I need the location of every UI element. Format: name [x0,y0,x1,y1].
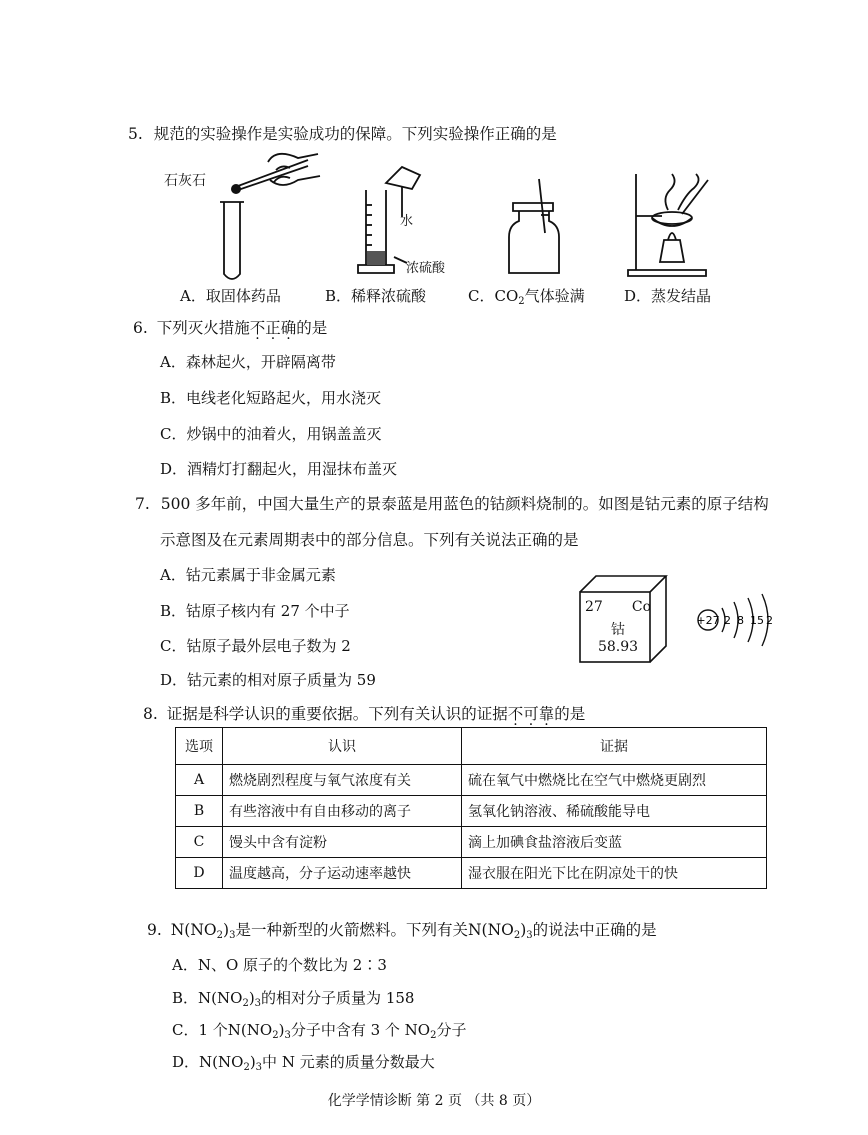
shell-4-electrons: 2 [766,614,773,627]
q6-stem: 6. 下列灭火措施不正确的是 [133,319,328,337]
q9-stem: 9. $N(NO_2)_3$是一种新型的火箭燃料。下列有关$N(NO_2)_3$的说法中正确的是 [147,921,657,941]
page-footer: 化学学情诊断 第 2 页 （共 8 页） [327,1093,541,1109]
q5-figure-d [622,170,722,280]
table-header-row [176,728,767,765]
q5-option-a: A．取固体药品 [180,287,281,305]
q6-option-b: B．电线老化短路起火，用水浇灭 [160,389,382,407]
water-label: 水 [400,214,414,229]
table-row: B 有些溶液中有自由移动的离子 氢氧化钠溶液、稀硫酸能导电 [176,796,767,827]
q5-number: 5. [128,125,143,143]
shell-3-electrons: 15 [750,614,764,627]
q6-option-a: A．森林起火，开辟隔离带 [160,353,336,371]
evaporating-dish-illustration [622,170,722,280]
q9-option-b: B．$N(NO_2)_3$的相对分子质量为 158 [172,989,415,1009]
conc-acid-label: 浓硫酸 [406,261,446,276]
q7-option-b: B．钴原子核内有 27 个中子 [160,602,350,620]
element-name: 钴 [611,622,625,638]
q7-option-a: A．钴元素属于非金属元素 [160,566,336,584]
table-row: A 燃烧剧烈程度与氧气浓度有关 硫在氧气中燃烧比在空气中燃烧更剧烈 [176,765,767,796]
q6-option-d: D．酒精灯打翻起火，用湿抹布盖灭 [160,460,398,478]
table-row: C 馒头中含有淀粉 滴上加碘食盐溶液后变蓝 [176,827,767,858]
q7-number: 7. [135,495,150,513]
limestone-label: 石灰石 [164,173,206,189]
q5-stem [128,122,557,144]
q9-option-d: D．$N(NO_2)_3$中 N 元素的质量分数最大 [172,1053,435,1073]
table-row: D 温度越高，分子运动速率越快 湿衣服在阳光下比在阴凉处干的快 [176,858,767,889]
q5-text: 规范的实验操作是实验成功的保障。下列实验操作正确的是 [153,125,557,143]
q8-number: 8. [143,705,158,723]
element-symbol: Co [631,599,651,615]
q5-figure-c [505,175,570,280]
nucleus-charge: +27 [696,614,720,627]
q7-option-c: C．钴原子最外层电子数为 2 [160,637,351,655]
gas-jar-match-illustration [505,175,570,280]
q5-figure-a [158,150,328,285]
element-card [585,599,651,615]
q7-option-d: D．钴元素的相对原子质量为 59 [160,671,376,689]
header-evidence: 证据 [462,728,767,765]
q8-stem: 8. 证据是科学认识的重要依据。下列有关认识的证据不可靠的是 [143,705,586,723]
q6-number: 6. [133,319,148,337]
atom-structure-diagram [694,590,784,650]
q9-option-c: C．1 个$N(NO_2)_3$分子中含有 3 个 $NO_2$分子 [172,1021,467,1041]
q5-figure-b [352,155,462,285]
q5-option-b: B．稀释浓硫酸 [325,287,427,305]
q5-option-c: C．$CO_2$气体验满 [468,287,585,307]
shell-1-electrons: 2 [724,614,731,627]
q6-option-c: C．炒锅中的油着火，用锅盖盖灭 [160,425,382,443]
header-option: 选项 [176,728,223,765]
q5-option-d: D．蒸发结晶 [624,287,712,305]
header-cognition: 认识 [223,728,462,765]
shell-2-electrons: 8 [737,614,744,627]
q9-option-a: A．N、O 原子的个数比为 2∶3 [172,956,387,974]
q9-number: 9. [147,921,162,939]
evidence-table [175,727,767,889]
atomic-mass: 58.93 [597,639,639,655]
q7-stem-line1: 7. 500 多年前，中国大量生产的景泰蓝是用蓝色的钴颜料烧制的。如图是钴元素的原子结构 [135,495,769,513]
q7-stem-line2: 示意图及在元素周期表中的部分信息。下列有关说法正确的是 [160,531,579,549]
atomic-number: 27 [585,599,603,615]
